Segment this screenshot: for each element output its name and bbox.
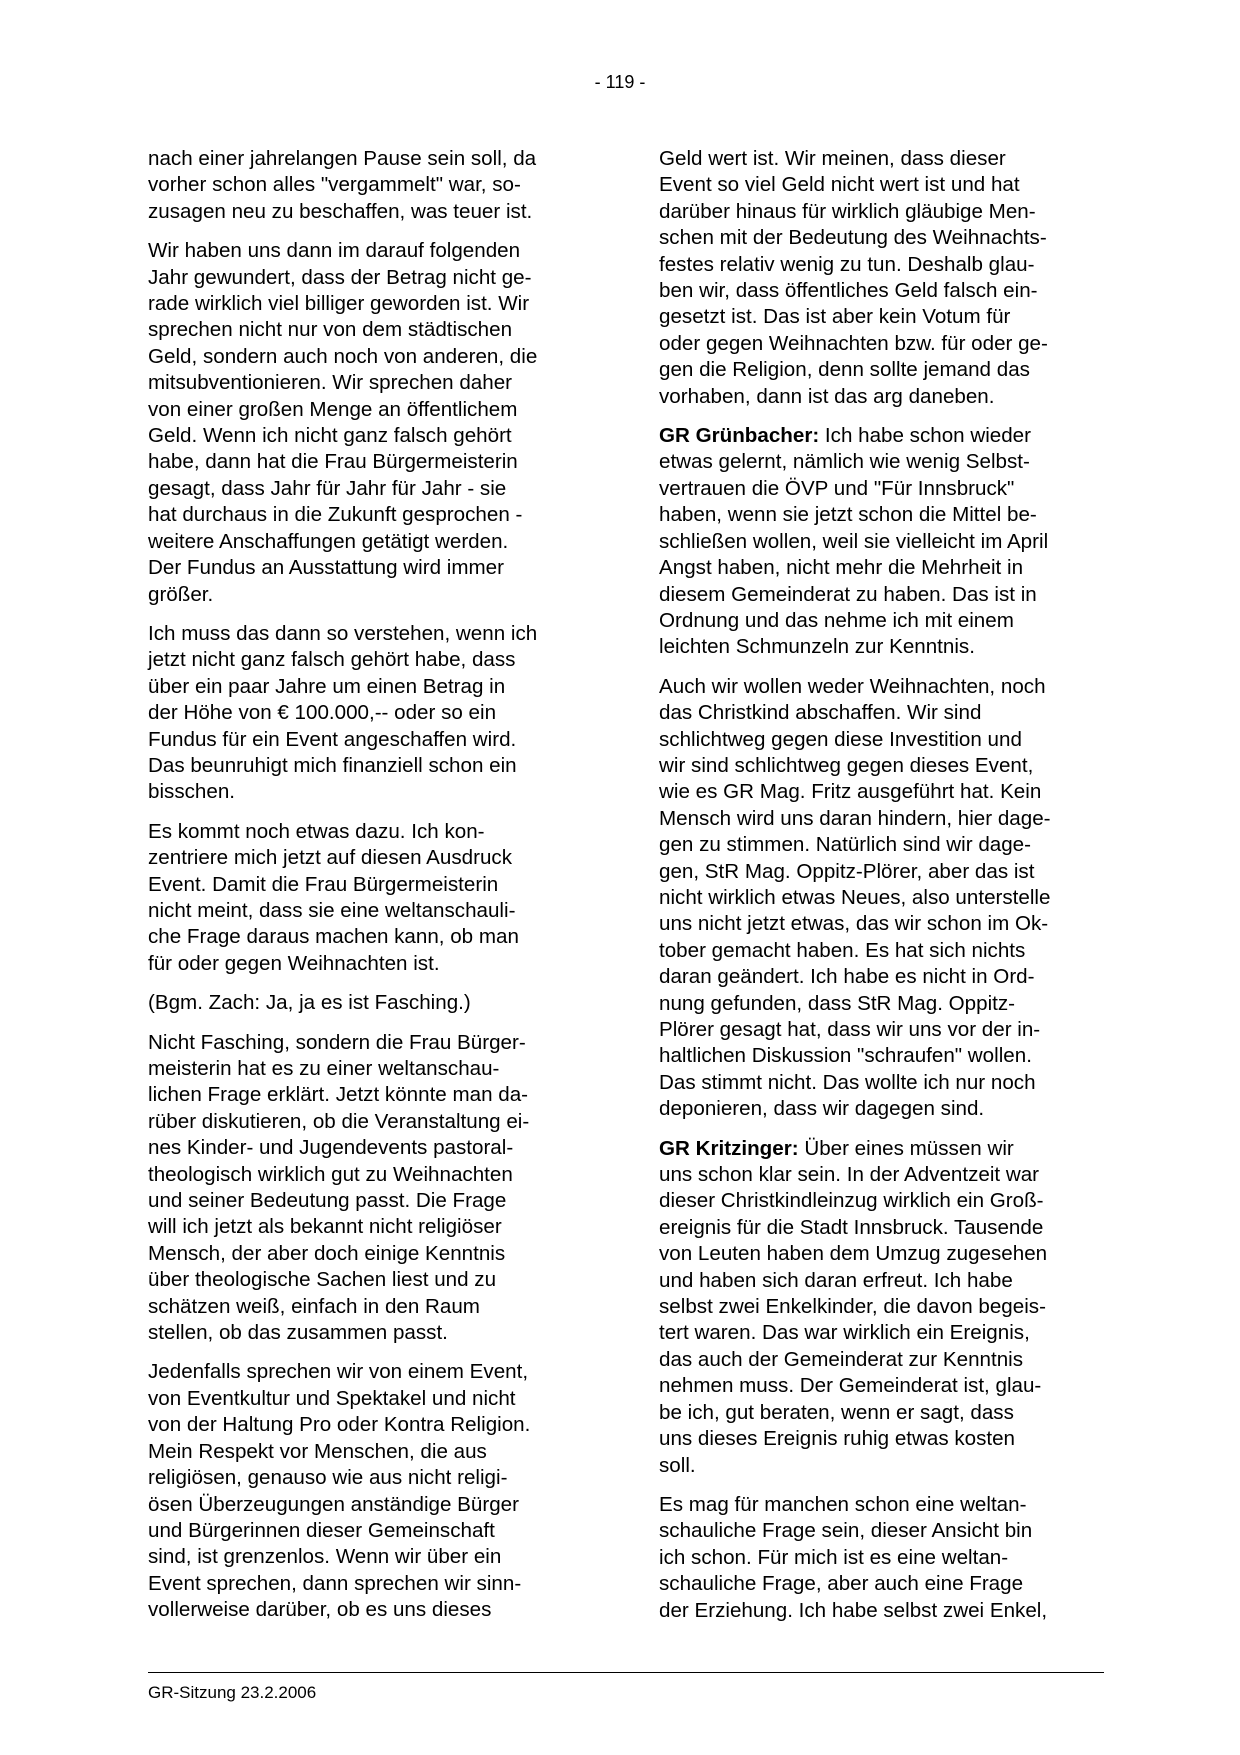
text-line: sind, ist grenzenlos. Wenn wir über ein (148, 1545, 502, 1569)
text-line: Jedenfalls sprechen wir von einem Event, (148, 1360, 529, 1384)
text-line: von Eventkultur und Spektakel und nicht (148, 1386, 516, 1410)
text-line: Geld wert ist. Wir meinen, dass dieser (659, 147, 1006, 170)
text-line: nehmen muss. Der Gemeinderat ist, glau- (659, 1374, 1042, 1398)
paragraph (659, 423, 1104, 661)
text-line: rüber diskutieren, ob die Veranstaltung ei- (148, 1109, 530, 1133)
text-line: be ich, gut beraten, wenn er sagt, dass (659, 1400, 1014, 1424)
text-line: Geld. Wenn ich nicht ganz falsch gehört (148, 424, 512, 448)
text-line (659, 1136, 1104, 1162)
text-line: tober gemacht haben. Es hat sich nichts (659, 938, 1026, 962)
text-line: deponieren, dass wir dagegen sind. (659, 1097, 985, 1121)
paragraph (659, 674, 1104, 1123)
paragraph (148, 146, 593, 225)
text-line: das auch der Gemeinderat zur Kenntnis (659, 1347, 1024, 1371)
text-line: gen, StR Mag. Oppitz-Plörer, aber das ist (659, 859, 1035, 883)
text-line: lichen Frage erklärt. Jetzt könnte man da- (148, 1083, 529, 1107)
paragraph (148, 621, 593, 806)
text-line: weitere Anschaffungen getätigt werden. (148, 529, 509, 553)
text-line: wir sind schlichtweg gegen dieses Event, (659, 753, 1034, 777)
text-line: und haben sich daran erfreut. Ich habe (659, 1268, 1013, 1292)
text-line: habe, dann hat die Frau Bürgermeisterin (148, 450, 518, 474)
text-line: festes relativ wenig zu tun. Deshalb glau- (659, 252, 1035, 276)
text-line: haben, wenn sie jetzt schon die Mittel be- (659, 503, 1037, 527)
text-line: dieser Christkindleinzug wirklich ein Groß- (659, 1189, 1044, 1213)
text-line: Nicht Fasching, sondern die Frau Bürger- (148, 1030, 526, 1054)
text-line: gen die Religion, denn sollte jemand das (659, 358, 1030, 382)
text-line (659, 423, 1104, 449)
text-line: von Leuten haben dem Umzug zugesehen (659, 1242, 1048, 1266)
text-line: von einer großen Menge an öffentlichem (148, 397, 518, 421)
text-line: vorher schon alles "vergammelt" war, so- (148, 173, 521, 197)
text-line: Auch wir wollen weder Weihnachten, noch (659, 674, 1046, 698)
text-line: vertrauen die ÖVP und "Für Innsbruck" (659, 476, 1015, 500)
text-line: Der Fundus an Ausstattung wird immer (148, 556, 504, 580)
text-line: gesagt, dass Jahr für Jahr für Jahr - sie (148, 476, 507, 500)
text-line: uns schon klar sein. In der Adventzeit war (659, 1163, 1040, 1187)
text-line: Event sprechen, dann sprechen wir sinn- (148, 1571, 522, 1595)
paragraph (148, 819, 593, 977)
paragraph (659, 1492, 1104, 1624)
text-line: diesem Gemeinderat zu haben. Das ist in (659, 582, 1037, 606)
text-line: schließen wollen, weil sie vielleicht im April (659, 529, 1049, 553)
text-line: Event. Damit die Frau Bürgermeisterin (148, 872, 499, 896)
paragraph (148, 238, 593, 608)
footer-session-date: GR-Sitzung 23.2.2006 (148, 1683, 317, 1702)
text-line: wie es GR Mag. Fritz ausgeführt hat. Kein (659, 780, 1042, 804)
text-line: Ordnung und das nehme ich mit einem (659, 608, 1014, 632)
text-line: haltlichen Diskussion "schraufen" wollen. (659, 1044, 1032, 1068)
text-line: leichten Schmunzeln zur Kenntnis. (659, 635, 975, 659)
text-line: tert waren. Das war wirklich ein Ereignis, (659, 1321, 1030, 1345)
text-line: Jahr gewundert, dass der Betrag nicht ge- (148, 265, 532, 289)
text-line: Event so viel Geld nicht wert ist und hat (659, 173, 1020, 197)
text-line: meisterin hat es zu einer weltanschau- (148, 1057, 500, 1080)
text-line: nes Kinder- und Jugendevents pastoral- (148, 1136, 514, 1160)
paragraph (148, 1359, 593, 1623)
text-line: zentriere mich jetzt auf diesen Ausdruck (148, 846, 513, 870)
text-line: daran geändert. Ich habe es nicht in Ord- (659, 965, 1035, 989)
text-line: ereignis für die Stadt Innsbruck. Tausende (659, 1215, 1044, 1239)
text-line: soll. (659, 1453, 696, 1477)
paragraph (148, 990, 593, 1016)
text-line: Plörer gesagt hat, dass wir uns vor der in- (659, 1018, 1041, 1041)
text-line: gen zu stimmen. Natürlich sind wir dage- (659, 833, 1031, 857)
text-line: größer. (148, 582, 214, 606)
text-line: nung gefunden, dass StR Mag. Oppitz- (659, 991, 1016, 1015)
text-line: rade wirklich viel billiger geworden ist. Wir (148, 292, 530, 316)
text-line: uns nicht jetzt etwas, das wir schon im Ok- (659, 912, 1049, 936)
text-line: schauliche Frage, aber auch eine Frage (659, 1572, 1024, 1596)
text-line: Geld, sondern auch noch von anderen, die (148, 344, 538, 368)
text-line: Das stimmt nicht. Das wollte ich nur noch (659, 1070, 1036, 1094)
footer-divider (148, 1672, 1104, 1673)
text-line: Es kommt noch etwas dazu. Ich kon- (148, 819, 485, 843)
text-column-right (659, 146, 1104, 1637)
text-line: der Erziehung. Ich habe selbst zwei Enkel, (659, 1598, 1048, 1622)
text-line: bisschen. (148, 780, 236, 804)
text-line: Fundus für ein Event angeschaffen wird. (148, 727, 517, 751)
paragraph (148, 1030, 593, 1347)
text-line: selbst zwei Enkelkinder, die davon begeis- (659, 1295, 1046, 1319)
text-line: schauliche Frage sein, dieser Ansicht bin (659, 1519, 1033, 1543)
paragraph (659, 146, 1104, 410)
text-line: schätzen weiß, einfach in den Raum (148, 1294, 480, 1318)
text-line: und seiner Bedeutung passt. Die Frage (148, 1189, 507, 1213)
text-line: ich schon. Für mich ist es eine weltan- (659, 1545, 1009, 1569)
text-line: Wir haben uns dann im darauf folgenden (148, 239, 521, 263)
text-line: Mein Respekt vor Menschen, die aus (148, 1439, 487, 1463)
text-line: che Frage daraus machen kann, ob man (148, 925, 519, 949)
text-line-content: Ich habe schon wieder (819, 424, 1031, 448)
text-line: ben wir, dass öffentliches Geld falsch ein- (659, 279, 1038, 303)
text-line: theologisch wirklich gut zu Weihnachten (148, 1162, 513, 1186)
text-line-content: Über eines müssen wir (798, 1136, 1014, 1160)
text-line: schlichtweg gegen diese Investition und (659, 727, 1022, 751)
text-line: nicht wirklich etwas Neues, also unterstelle (659, 885, 1051, 909)
text-line: das Christkind abschaffen. Wir sind (659, 701, 982, 725)
text-line: für oder gegen Weihnachten ist. (148, 951, 440, 975)
text-line: mitsubventionieren. Wir sprechen daher (148, 371, 513, 395)
text-line: über ein paar Jahre um einen Betrag in (148, 674, 506, 698)
text-line: hat durchaus in die Zukunft gesprochen - (148, 503, 523, 527)
text-line: will ich jetzt als bekannt nicht religiöser (148, 1215, 502, 1239)
text-line: vorhaben, dann ist das arg daneben. (659, 384, 995, 408)
text-line: jetzt nicht ganz falsch gehört habe, dass (148, 648, 516, 672)
speaker-name: GR Kritzinger: (659, 1136, 799, 1160)
text-line: und Bürgerinnen dieser Gemeinschaft (148, 1518, 495, 1542)
text-column-left (148, 146, 593, 1637)
text-line: etwas gelernt, nämlich wie wenig Selbst- (659, 450, 1030, 474)
paragraph (659, 1136, 1104, 1479)
text-line: Mensch wird uns daran hindern, hier dage- (659, 806, 1051, 830)
text-line: Es mag für manchen schon eine weltan- (659, 1492, 1027, 1516)
text-line: Mensch, der aber doch einige Kenntnis (148, 1241, 506, 1265)
text-line: (Bgm. Zach: Ja, ja es ist Fasching.) (148, 991, 471, 1015)
text-line: stellen, ob das zusammen passt. (148, 1321, 448, 1345)
text-line: ösen Überzeugungen anständige Bürger (148, 1492, 519, 1516)
text-line: Ich muss das dann so verstehen, wenn ich (148, 621, 538, 645)
speaker-name: GR Grünbacher: (659, 424, 820, 448)
text-line: Angst haben, nicht mehr die Mehrheit in (659, 556, 1024, 580)
text-line: nicht meint, dass sie eine weltanschauli- (148, 898, 516, 922)
text-line: religiösen, genauso wie aus nicht religi- (148, 1466, 508, 1490)
page-number: - 119 - (594, 72, 646, 92)
text-line: gesetzt ist. Das ist aber kein Votum für (659, 305, 1011, 329)
text-line: sprechen nicht nur von dem städtischen (148, 318, 513, 342)
text-line: zusagen neu zu beschaffen, was teuer ist. (148, 199, 533, 223)
text-line: darüber hinaus für wirklich gläubige Men- (659, 199, 1036, 223)
text-line: von der Haltung Pro oder Kontra Religion. (148, 1413, 531, 1437)
text-line: über theologische Sachen liest und zu (148, 1268, 497, 1292)
text-line: schen mit der Bedeutung des Weihnachts- (659, 226, 1047, 250)
text-line: nach einer jahrelangen Pause sein soll, da (148, 147, 537, 170)
text-line: oder gegen Weihnachten bzw. für oder ge- (659, 331, 1048, 355)
text-line: vollerweise darüber, ob es uns dieses (148, 1598, 492, 1622)
text-line: uns dieses Ereignis ruhig etwas kosten (659, 1427, 1016, 1451)
text-line: der Höhe von € 100.000,-- oder so ein (148, 701, 497, 725)
text-line: Das beunruhigt mich finanziell schon ein (148, 753, 517, 777)
